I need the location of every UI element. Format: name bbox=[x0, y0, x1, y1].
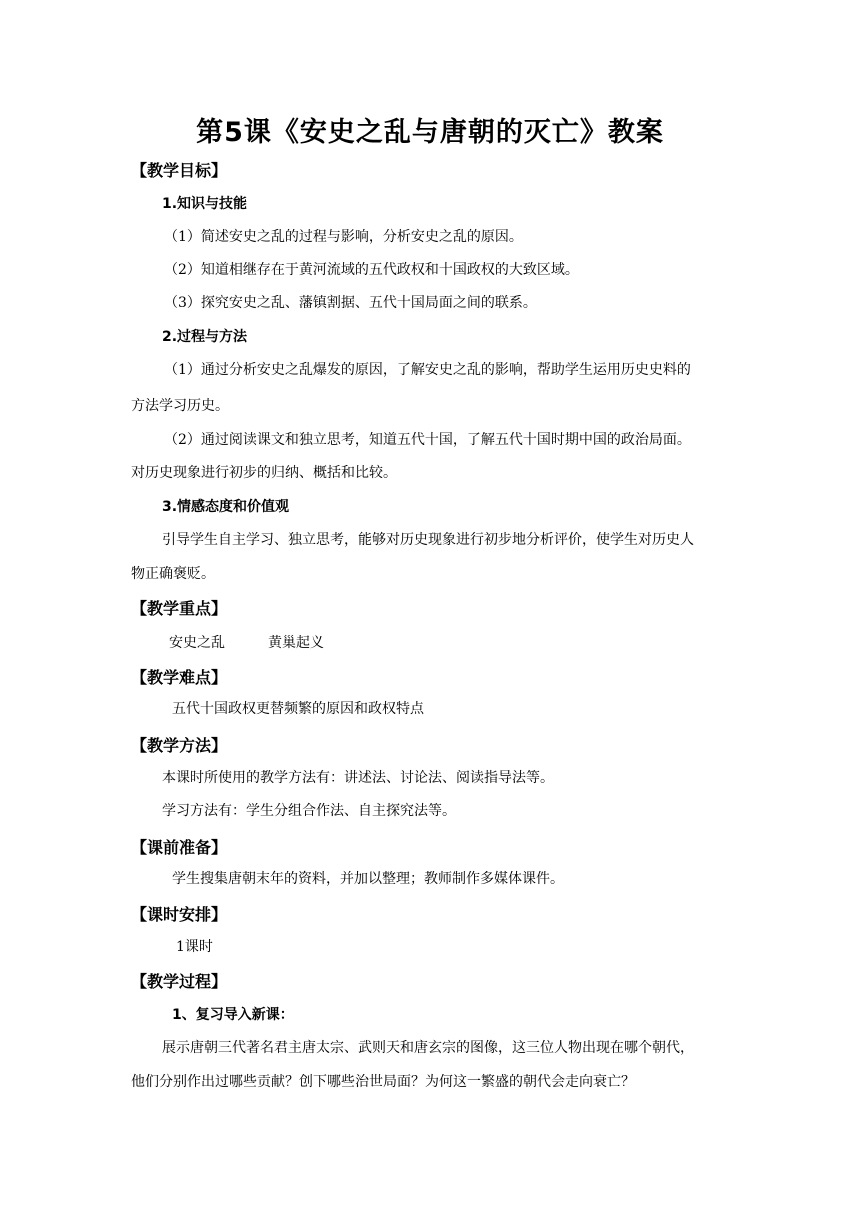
learning-methods: 学习方法有：学生分组合作法、自主探究法等。 bbox=[162, 803, 456, 819]
process-method-heading: 2.过程与方法 bbox=[162, 329, 248, 345]
step-1-heading: 1、复习导入新课： bbox=[172, 1007, 294, 1023]
process-item-1-line-2: 方法学习历史。 bbox=[131, 398, 229, 414]
key-points-heading: 【教学重点】 bbox=[131, 599, 228, 618]
document-title: 第5课《安史之乱与唐朝的灭亡》教案 bbox=[196, 117, 664, 148]
knowledge-item-2: （2）知道相继存在于黄河流域的五代政权和十国政权的大致区域。 bbox=[164, 262, 579, 278]
knowledge-item-1: （1）简述安史之乱的过程与影响，分析安史之乱的原因。 bbox=[164, 229, 523, 245]
emotion-heading: 3.情感态度和价值观 bbox=[162, 499, 290, 515]
preparation-text: 学生搜集唐朝末年的资料，并加以整理；教师制作多媒体课件。 bbox=[172, 871, 564, 887]
key-point-2: 黄巢起义 bbox=[268, 635, 324, 651]
teaching-methods: 本课时所使用的教学方法有：讲述法、讨论法、阅读指导法等。 bbox=[162, 770, 554, 786]
difficulties-heading: 【教学难点】 bbox=[131, 668, 228, 687]
emotion-line-2: 物正确褒贬。 bbox=[131, 566, 215, 582]
process-item-1-line-1: （1）通过分析安史之乱爆发的原因，了解安史之乱的影响，帮助学生运用历史史料的 bbox=[164, 362, 691, 378]
emotion-line-1: 引导学生自主学习、独立思考，能够对历史现象进行初步地分析评价，使学生对历史人 bbox=[162, 532, 694, 548]
teaching-process-heading: 【教学过程】 bbox=[131, 972, 228, 991]
schedule-text: 1课时 bbox=[176, 939, 213, 955]
knowledge-heading: 1.知识与技能 bbox=[162, 196, 248, 212]
schedule-heading: 【课时安排】 bbox=[131, 905, 228, 924]
knowledge-item-3: （3）探究安史之乱、藩镇割据、五代十国局面之间的联系。 bbox=[164, 295, 537, 311]
step-1-line-2: 他们分别作出过哪些贡献？创下哪些治世局面？为何这一繁盛的朝代会走向衰亡？ bbox=[131, 1074, 635, 1090]
preparation-heading: 【课前准备】 bbox=[131, 838, 228, 857]
process-item-2-line-2: 对历史现象进行初步的归纳、概括和比较。 bbox=[131, 465, 397, 481]
methods-heading: 【教学方法】 bbox=[131, 736, 228, 755]
objectives-heading: 【教学目标】 bbox=[131, 161, 228, 180]
process-item-2-line-1: （2）通过阅读课文和独立思考，知道五代十国，了解五代十国时期中国的政治局面。 bbox=[164, 432, 691, 448]
difficulties-text: 五代十国政权更替频繁的原因和政权特点 bbox=[172, 701, 424, 717]
step-1-line-1: 展示唐朝三代著名君主唐太宗、武则天和唐玄宗的图像，这三位人物出现在哪个朝代， bbox=[162, 1040, 694, 1056]
key-point-1: 安史之乱 bbox=[169, 635, 225, 651]
